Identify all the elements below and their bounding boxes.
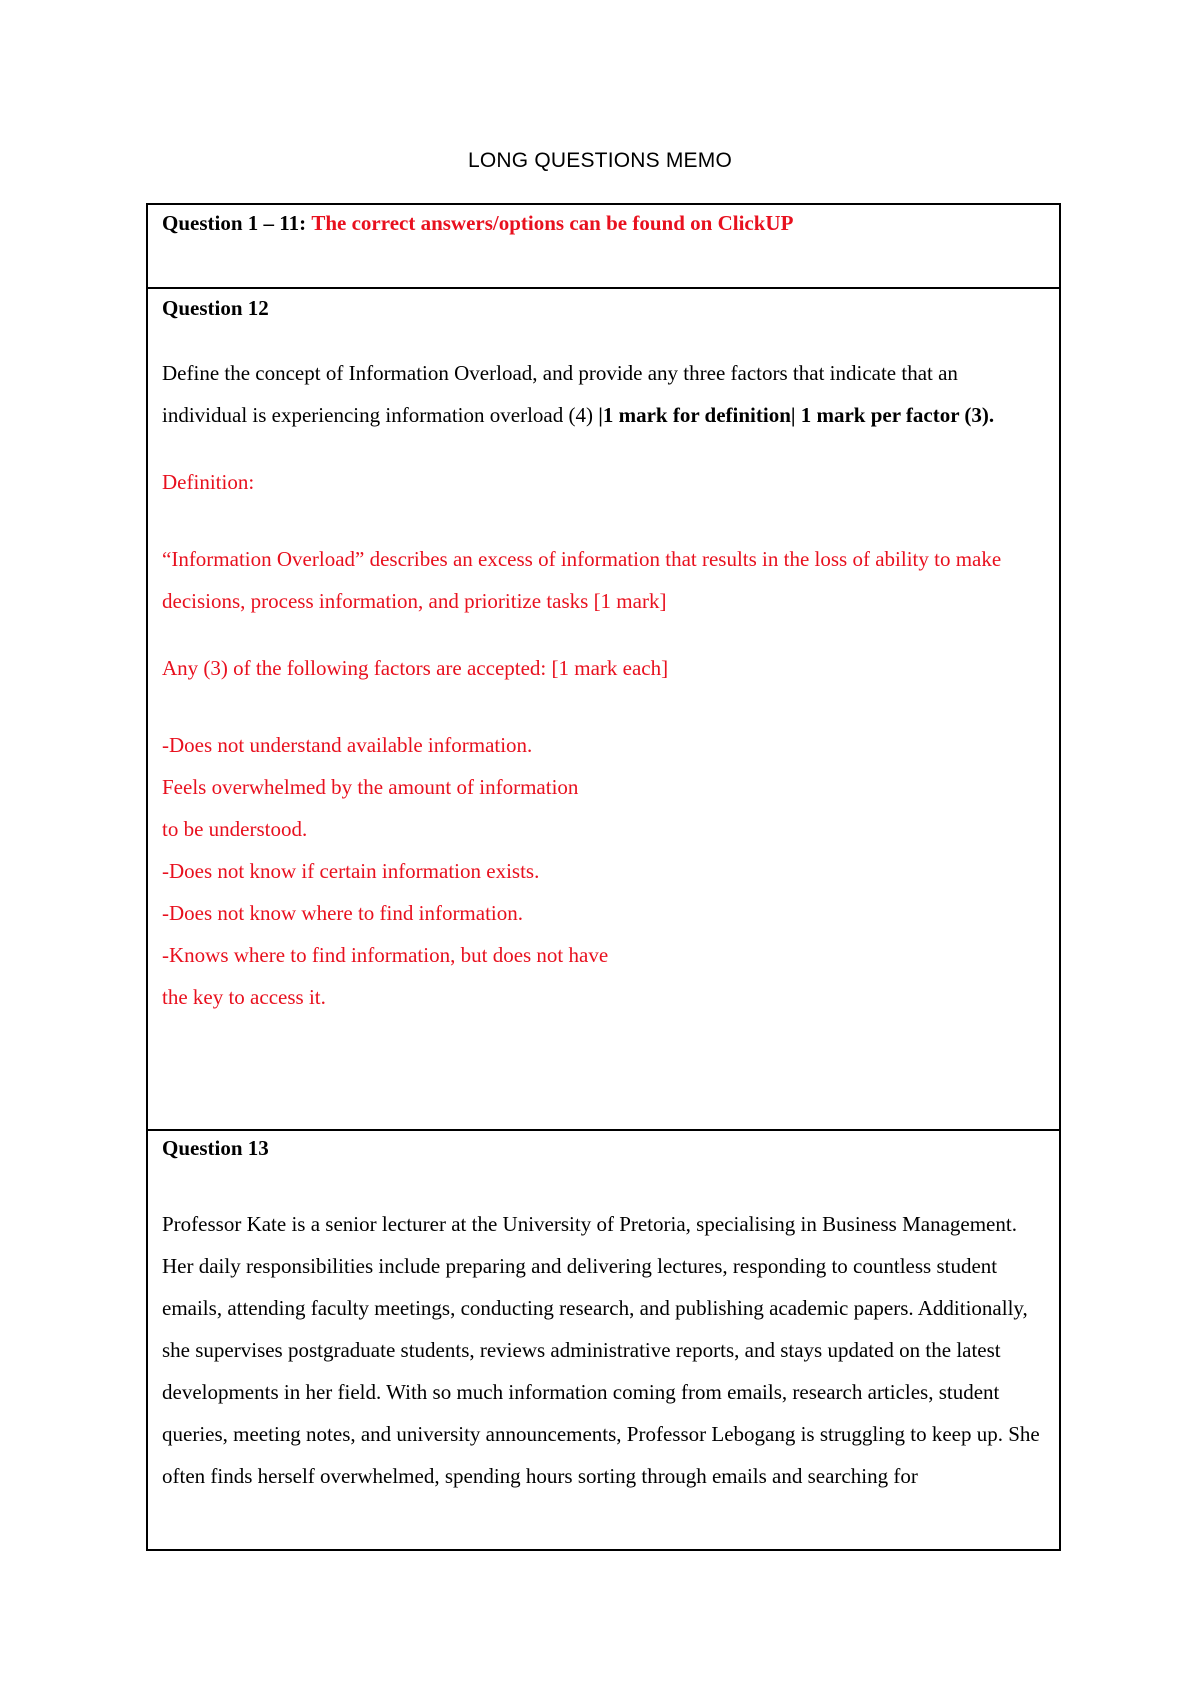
q1-answer: The correct answers/options can be found on ClickUP: [311, 211, 794, 235]
q12-prompt: Define the concept of Information Overload, and provide any three factors that indicate that an individual is experiencing information overload (4): [162, 361, 958, 427]
factor-line: -Does not know if certain information exists.: [162, 859, 540, 883]
table-row-q1: [147, 204, 1060, 288]
factor-line: -Does not understand available information.: [162, 733, 533, 757]
q12-cell: [147, 288, 1060, 1130]
q12-definition-text: “Information Overload” describes an excess of information that results in the loss of ability to make decisions, process information, and prioritize tasks [1 mark]: [162, 547, 1002, 613]
q12-marks: |1 mark for definition| 1 mark per factor (3).: [598, 403, 995, 427]
q12-prompt-paragraph: [162, 352, 1045, 436]
q13-heading: Question 13: [162, 1136, 269, 1160]
factor-line: -Does not know where to find information.: [162, 901, 524, 925]
table-row-q12: [147, 288, 1060, 1130]
q13-cell: [147, 1130, 1060, 1550]
q1-cell: [147, 204, 1060, 288]
factor-line: Feels overwhelmed by the amount of information: [162, 775, 579, 799]
q12-definition-heading: Definition:: [162, 470, 255, 494]
q12-factor-list: [162, 724, 1045, 1018]
q12-heading: Question 12: [162, 296, 269, 320]
page-title: LONG QUESTIONS MEMO: [468, 149, 732, 172]
factor-line: the key to access it.: [162, 985, 326, 1009]
factor-line: -Knows where to find information, but does not have: [162, 943, 609, 967]
q1-line: [162, 207, 1045, 239]
q1-label: Question 1 – 11:: [162, 211, 307, 235]
table-row-q13: [147, 1130, 1060, 1550]
memo-table: [146, 203, 1061, 1551]
factor-line: to be understood.: [162, 817, 308, 841]
q12-accept-line: Any (3) of the following factors are accepted: [1 mark each]: [162, 656, 669, 680]
q13-scenario-text: Professor Kate is a senior lecturer at the University of Pretoria, specialising in Business Management. Her daily responsibilities include preparing and delivering lectures, responding to countless student emails, attending faculty meetings, conducting research, and publishing academic papers. Additionally, she supervises postgraduate students, reviews administrative reports, and stays updated on the latest developments in her field. With so much information coming from emails, research articles, student queries, meeting notes, and university announcements, Professor Lebogang is struggling to keep up. She often finds herself overwhelmed, spending hours sorting through emails and searching for: [162, 1212, 1040, 1488]
